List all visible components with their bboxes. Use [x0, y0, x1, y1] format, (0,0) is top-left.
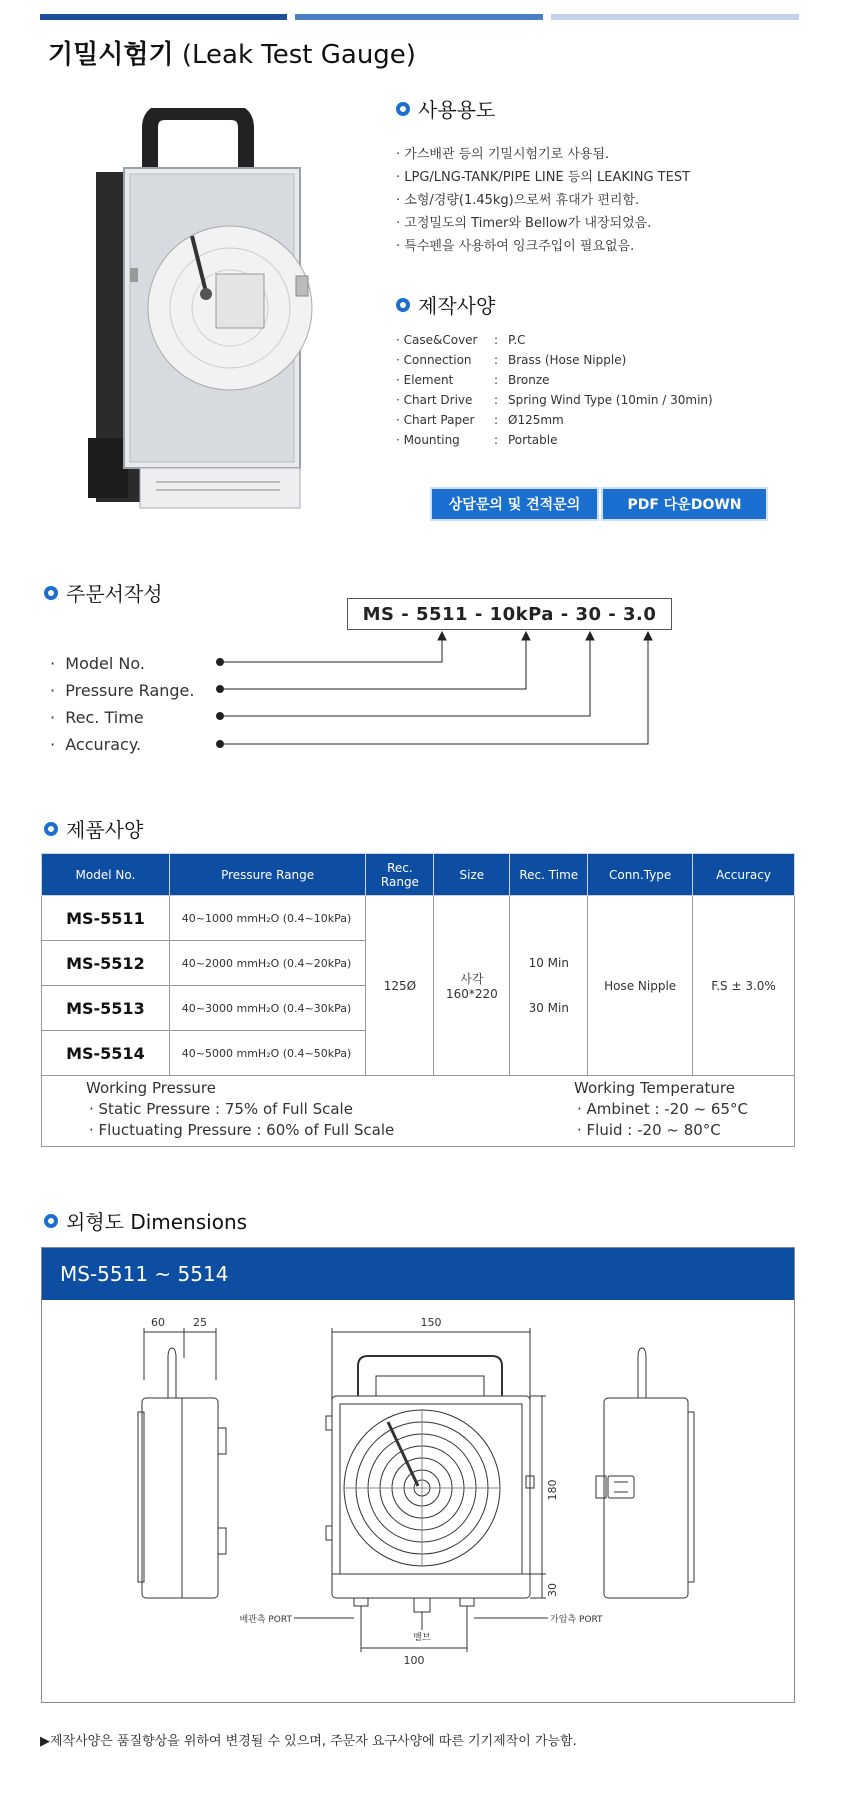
usage-item: · 소형/경량(1.45kg)으로써 휴대가 편리함.	[396, 193, 640, 208]
order-label: · Accuracy.	[50, 735, 142, 754]
top-bar-2	[295, 14, 543, 20]
pressure-range-cell: 40~1000 mmH₂O (0.4~10kPa)	[169, 896, 366, 941]
product-spec-heading: 제품사양	[44, 814, 143, 843]
working-conditions	[41, 1076, 795, 1147]
order-label: · Pressure Range.	[50, 681, 195, 700]
dimensions-model-range: MS-5511 ~ 5514	[42, 1248, 794, 1300]
top-bar-3	[551, 14, 799, 20]
port-left-label: 배관측 PORT	[239, 1615, 292, 1625]
product-image	[80, 108, 320, 518]
size-cell: 사각 160*220	[434, 896, 510, 1076]
table-row	[42, 896, 795, 941]
usage-list	[396, 143, 690, 258]
pressure-range-cell: 40~3000 mmH₂O (0.4~30kPa)	[169, 986, 366, 1031]
footnote: ▶제작사양은 품질향상을 위하여 변경될 수 있으며, 주문자 요구사양에 따른 기기제작이 가능함.	[40, 1734, 577, 1749]
front-view	[294, 1328, 548, 1652]
order-label-list	[50, 650, 194, 758]
order-label: · Rec. Time	[50, 708, 144, 727]
dimensions-drawing	[42, 1300, 794, 1702]
bullet-ring-icon	[396, 298, 410, 312]
usage-item: · 특수펜을 사용하여 잉크주입이 필요없음.	[396, 239, 635, 254]
title-korean: 기밀시험기	[48, 40, 174, 70]
pdf-download-button[interactable]: PDF 다운DOWN	[603, 489, 766, 519]
pressure-range-cell: 40~5000 mmH₂O (0.4~50kPa)	[169, 1031, 366, 1076]
usage-item: · LPG/LNG-TANK/PIPE LINE 등의 LEAKING TEST	[396, 170, 691, 185]
rec-range-cell: 125Ø	[366, 896, 434, 1076]
column-header: Conn.Type	[588, 854, 693, 896]
dimensions-panel	[41, 1247, 795, 1703]
column-header: Model No.	[42, 854, 170, 896]
order-heading: 주문서작성	[44, 578, 163, 607]
manufacture-spec-list	[396, 330, 713, 450]
manufacture-heading: 제작사양	[396, 290, 495, 319]
page-title	[48, 34, 416, 71]
conn-type-cell: Hose Nipple	[588, 896, 693, 1076]
column-header: Accuracy	[693, 854, 795, 896]
dim-label-150: 150	[420, 1316, 442, 1329]
spec-row: · Chart Drive : Spring Wind Type (10min / 30min)	[396, 393, 713, 407]
spec-row: · Case&Cover : P.C	[396, 333, 526, 347]
model-cell: MS-5511	[42, 896, 170, 941]
column-header: Rec. Range	[366, 854, 434, 896]
order-label: · Model No.	[50, 654, 145, 673]
rec-time-cell: 10 Min 30 Min	[510, 896, 588, 1076]
bullet-ring-icon	[44, 586, 58, 600]
usage-heading: 사용용도	[396, 94, 495, 123]
inquiry-button[interactable]: 상담문의 및 견적문의	[432, 489, 597, 519]
dim-label-180: 180	[546, 1479, 559, 1501]
bullet-ring-icon	[44, 1214, 58, 1228]
usage-item: · 가스배관 등의 기밀시험기로 사용됨.	[396, 147, 610, 162]
model-cell: MS-5512	[42, 941, 170, 986]
side-view-right	[596, 1348, 694, 1598]
model-cell: MS-5513	[42, 986, 170, 1031]
column-header: Size	[434, 854, 510, 896]
dim-label-25: 25	[193, 1316, 207, 1329]
table-header-row	[42, 854, 795, 896]
bullet-ring-icon	[396, 102, 410, 116]
column-header: Rec. Time	[510, 854, 588, 896]
working-temperature: Working Temperature · Ambinet : -20 ~ 65°C · Fluid : -20 ~ 80°C	[574, 1079, 748, 1139]
spec-row: · Mounting : Portable	[396, 433, 558, 447]
usage-item: · 고정밀도의 Timer와 Bellow가 내장되었음.	[396, 216, 652, 231]
working-pressure: Working Pressure · Static Pressure : 75% of Full Scale · Fluctuating Pressure : 60% of Full Scale	[86, 1079, 395, 1139]
dim-label-60: 60	[151, 1316, 165, 1329]
model-cell: MS-5514	[42, 1031, 170, 1076]
product-spec-table	[41, 853, 795, 1076]
spec-row: · Element : Bronze	[396, 373, 550, 387]
title-english: (Leak Test Gauge)	[181, 40, 416, 70]
order-code: MS - 5511 - 10kPa - 30 - 3.0	[347, 598, 672, 630]
pressure-range-cell: 40~2000 mmH₂O (0.4~20kPa)	[169, 941, 366, 986]
side-view-left	[138, 1328, 226, 1598]
valve-label: 밸브	[413, 1633, 431, 1643]
bullet-ring-icon	[44, 822, 58, 836]
dim-label-30: 30	[546, 1583, 559, 1597]
dim-label-100: 100	[403, 1654, 425, 1667]
port-right-label: 가압측 PORT	[550, 1615, 603, 1625]
accuracy-cell: F.S ± 3.0%	[693, 896, 795, 1076]
top-bar-1	[40, 14, 287, 20]
column-header: Pressure Range	[169, 854, 366, 896]
dimensions-heading: 외형도 Dimensions	[44, 1206, 247, 1235]
spec-row: · Chart Paper : Ø125mm	[396, 413, 564, 427]
spec-row: · Connection : Brass (Hose Nipple)	[396, 353, 627, 367]
